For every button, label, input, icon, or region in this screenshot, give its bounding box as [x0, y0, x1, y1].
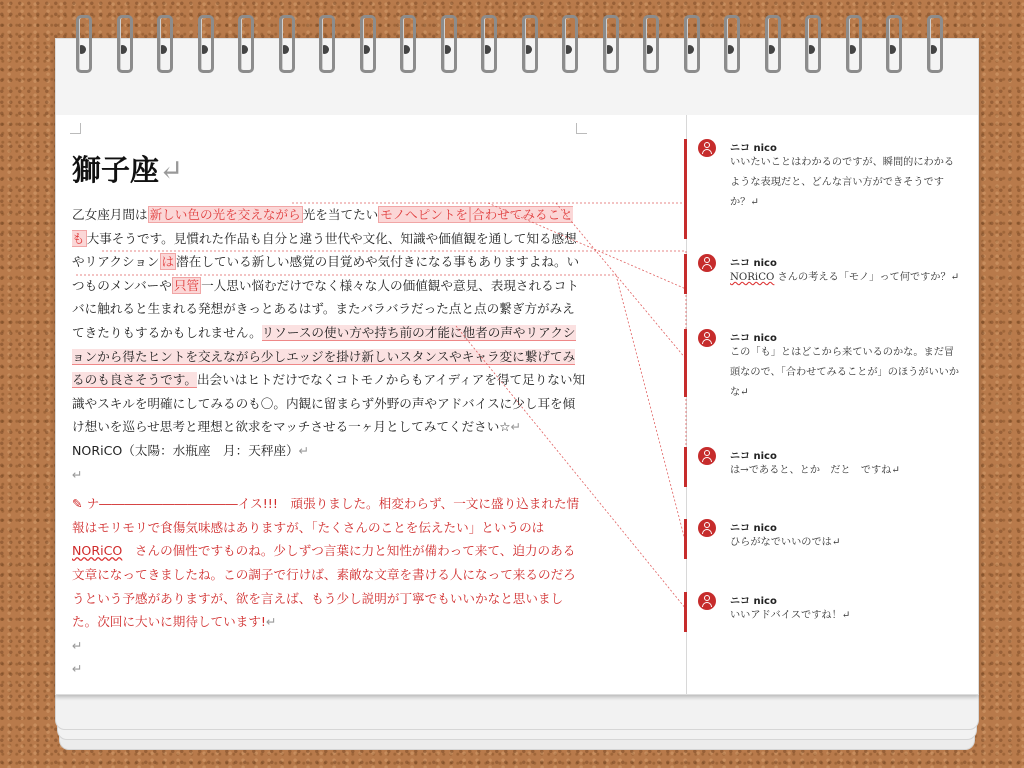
comment-highlight[interactable]: 合わせてみることも [72, 207, 573, 246]
binding-ring [684, 15, 700, 73]
feedback-name: NORiCO [72, 543, 123, 559]
author-signature: NORiCO（太陽：水瓶座 月：天秤座） [72, 442, 299, 458]
binding-ring [441, 15, 457, 73]
binding-ring [846, 15, 862, 73]
notebook-page [55, 38, 979, 695]
comment-text: いいアドバイスですね！↵ [730, 610, 851, 621]
comment-author: ニコ nico [730, 143, 777, 154]
feedback-text: さんの個性ですものね。少しずつ言葉に力と知性が備わって来て、迫力のある文章になってきましたね。この調子で行けば、素敵な文章を書ける人になって来るのだろうという予感がありますが、欲を言えば、もう少し説明が丁寧でもいいかなと思いました。次回に大いに期待しています! [72, 543, 576, 630]
comment-marker-bar [684, 447, 687, 487]
paragraph-mark: ↵ [72, 661, 83, 677]
binding-ring [198, 15, 214, 73]
body-text: 潜在している新しい感覚の目覚めや気付きになる事もありますよね。いつものメンバーや [72, 254, 580, 293]
comment-author: ニコ nico [730, 596, 777, 607]
binding-ring [76, 15, 92, 73]
body-text: 光を当てたい [302, 207, 379, 222]
binding-ring [360, 15, 376, 73]
binding-ring [643, 15, 659, 73]
body-text: 一人思い悩むだけでなく様々な人の価値観や意見、表現されるコトバに触れると生まれる発想がきっとあるはず。またバラバラだった点と点の繋ぎ方がみえてきたりもするかもしれません。 [72, 277, 579, 340]
user-avatar-icon [698, 519, 716, 537]
comment-text: いいたいことはわかるのですが、瞬間的にわかるような表現だと、どんな言い方ができそうですか？↵ [730, 157, 955, 208]
user-avatar-icon [698, 254, 716, 272]
document-area [56, 115, 686, 694]
binding-ring [562, 15, 578, 73]
binding-ring [927, 15, 943, 73]
margin-corner-mark [70, 123, 81, 134]
comment-text: この「も」とはどこから来ているのかな。まだ冒頭なので、「合わせてみることが」のほうがいいかな↵ [730, 347, 960, 398]
binding-ring [400, 15, 416, 73]
comment-text: NORiCO さんの考える「モノ」って何ですか？↵ [730, 272, 960, 283]
user-avatar-icon [698, 592, 716, 610]
feedback-text: ナ―――――――――――イス!!! 頑張りました。相変わらず、一文に盛り込まれた情報はモリモリで食傷気味感はありますが、「たくさんのことを伝えたい」というのは [72, 496, 580, 535]
paragraph-mark: ↵ [265, 614, 277, 630]
comment-name-ref: NORiCO [730, 272, 775, 283]
binding-ring [157, 15, 173, 73]
binding-ring [319, 15, 335, 73]
comment-marker-bar [684, 519, 687, 559]
paragraph-mark: ↵ [298, 442, 310, 458]
binding-ring [238, 15, 254, 73]
paragraph-mark: ↵ [510, 419, 522, 435]
comment-highlight[interactable]: モノへピントを [380, 207, 469, 222]
binding-ring [724, 15, 740, 73]
comment-author: ニコ nico [730, 451, 777, 462]
comment-marker-bar [684, 254, 687, 294]
binding-ring [117, 15, 133, 73]
comment-author: ニコ nico [730, 333, 777, 344]
body-text: 大事そうです。見慣れた作品も自分と違う世代や文化、知識や価値観を通して知る感想やリアクション [72, 230, 577, 270]
comment-author: ニコ nico [730, 258, 777, 269]
comment-highlight[interactable]: は [161, 254, 175, 270]
user-avatar-icon [698, 329, 716, 347]
teacher-feedback [72, 492, 586, 634]
comment-highlight[interactable]: リソースの使い方や持ち前の才能に他者の声やリアクションから得たヒントを交えながら少しエッジを掛け新しいスタンスやキャラ変に繋げてみるのも良さそうです。 [72, 324, 576, 388]
binding-ring [481, 15, 497, 73]
comment-author: ニコ nico [730, 523, 777, 534]
comment-highlight[interactable]: 新しい色の光を交えながら [149, 207, 301, 222]
pencil-icon: ✎ [72, 496, 87, 512]
document-body[interactable] [72, 203, 586, 681]
binding-ring [765, 15, 781, 73]
comment-marker-bar [684, 329, 687, 397]
binding-ring [279, 15, 295, 73]
comment-text: は→であると、とか だと ですね↵ [730, 465, 900, 476]
comment-marker-bar [684, 139, 687, 239]
binding-ring [603, 15, 619, 73]
notebook-header-strip [56, 39, 978, 115]
body-text: 乙女座月間は [72, 207, 148, 222]
body-text: 出会いはヒトだけでなくコトモノからもアイディアを得て足りない知識やスキルを明確にしてみるのも〇。内観に留まらず外野の声やアドバイスに少し耳を傾け想いを巡らせ思考と理想と欲求をマッチさせる一ヶ月としてみてください☆ [72, 372, 586, 435]
user-avatar-icon [698, 139, 716, 157]
comment-marker-bar [684, 592, 687, 632]
binding-ring [805, 15, 821, 73]
document-title-text: 獅子座 [72, 153, 160, 187]
comment-highlight[interactable]: 只管 [173, 277, 200, 293]
paragraph-mark: ↵ [72, 466, 83, 482]
binding-ring [886, 15, 902, 73]
paragraph-mark: ↵ [159, 153, 184, 187]
paragraph-mark: ↵ [72, 637, 83, 653]
margin-corner-mark [576, 123, 587, 134]
binding-ring [522, 15, 538, 73]
document-title [72, 148, 183, 189]
comment-text: ひらがなでいいのでは↵ [730, 537, 841, 548]
user-avatar-icon [698, 447, 716, 465]
